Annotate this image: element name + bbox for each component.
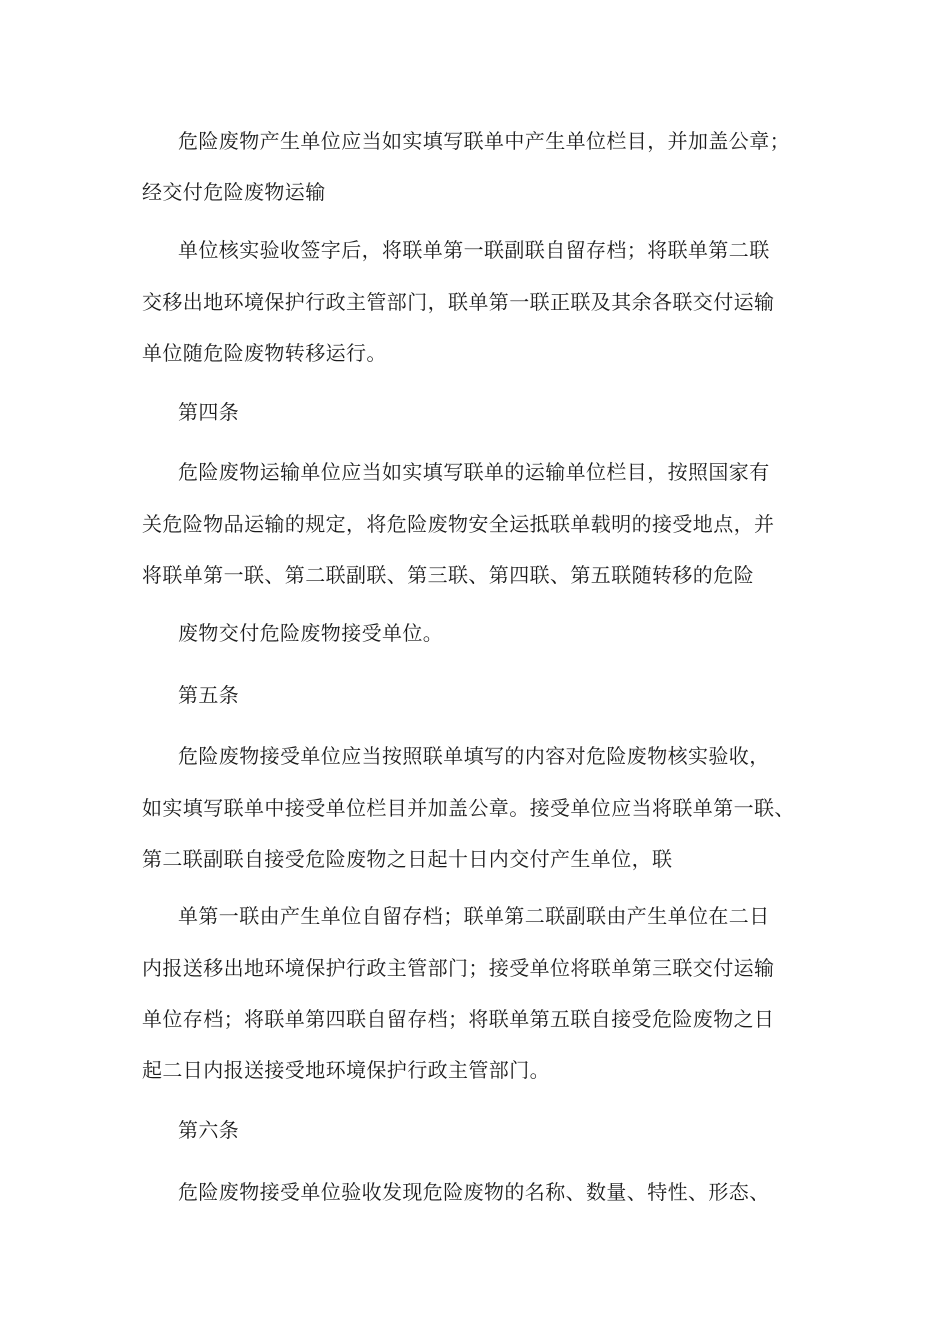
article-heading: 第四条: [178, 400, 240, 424]
paragraph-line: 危险废物产生单位应当如实填写联单中产生单位栏目，并加盖公章；: [178, 129, 790, 153]
article-heading: 第六条: [178, 1118, 240, 1142]
paragraph-line: 第二联副联自接受危险废物之日起十日内交付产生单位，联: [142, 847, 673, 871]
paragraph-line: 单位存档；将联单第四联自留存档；将联单第五联自接受危险废物之日: [142, 1007, 775, 1031]
article-heading: 第五条: [178, 683, 240, 707]
paragraph-line: 内报送移出地环境保护行政主管部门；接受单位将联单第三联交付运输: [142, 956, 775, 980]
paragraph-line: 将联单第一联、第二联副联、第三联、第四联、第五联随转移的危险: [142, 563, 754, 587]
paragraph-line: 经交付危险废物运输: [142, 180, 326, 204]
paragraph-line: 单位随危险废物转移运行。: [142, 341, 387, 365]
paragraph-line: 单第一联由产生单位自留存档；联单第二联副联由产生单位在二日: [178, 904, 770, 928]
paragraph-line: 危险废物接受单位应当按照联单填写的内容对危险废物核实验收，: [178, 744, 770, 768]
paragraph-line: 危险废物接受单位验收发现危险废物的名称、数量、特性、形态、: [178, 1180, 770, 1204]
paragraph-line: 废物交付危险废物接受单位。: [178, 621, 444, 645]
paragraph-line: 起二日内报送接受地环境保护行政主管部门。: [142, 1058, 550, 1082]
paragraph-line: 如实填写联单中接受单位栏目并加盖公章。接受单位应当将联单第一联、: [142, 796, 795, 820]
paragraph-line: 危险废物运输单位应当如实填写联单的运输单位栏目，按照国家有: [178, 460, 770, 484]
paragraph-line: 交移出地环境保护行政主管部门，联单第一联正联及其余各联交付运输: [142, 290, 775, 314]
paragraph-line: 单位核实验收签字后，将联单第一联副联自留存档；将联单第二联: [178, 238, 770, 262]
paragraph-line: 关危险物品运输的规定，将危险废物安全运抵联单载明的接受地点，并: [142, 512, 775, 536]
